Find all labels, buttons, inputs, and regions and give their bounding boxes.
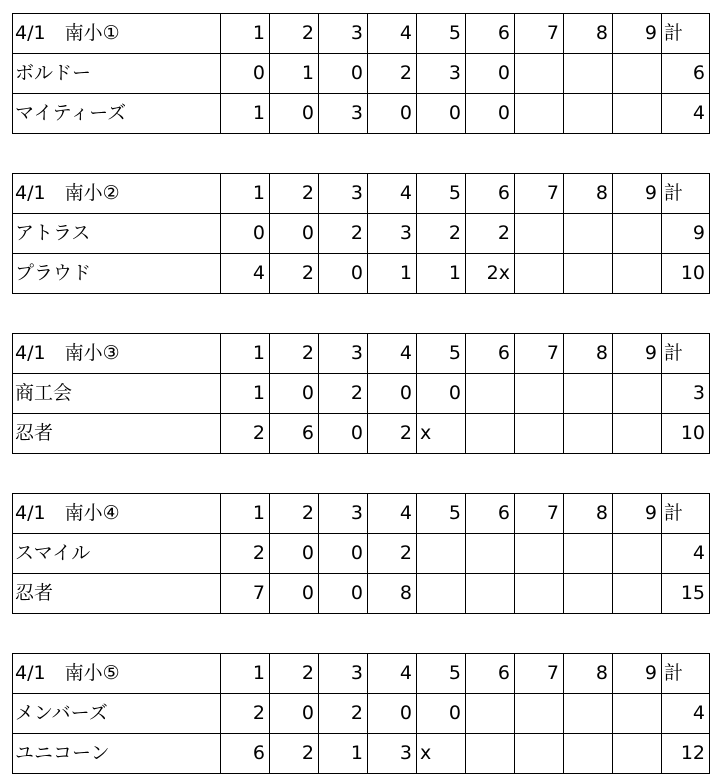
team-total: 12	[662, 734, 710, 774]
inning-label: 6	[466, 494, 515, 534]
inning-score: 0	[270, 534, 319, 574]
inning-score	[564, 54, 613, 94]
inning-score: 0	[270, 94, 319, 134]
header-row	[13, 494, 710, 534]
inning-score	[515, 54, 564, 94]
inning-score	[613, 574, 662, 614]
game-title: 4/1 南小④	[13, 494, 221, 534]
inning-score: 0	[270, 574, 319, 614]
inning-score	[515, 734, 564, 774]
inning-label: 3	[319, 174, 368, 214]
inning-score	[515, 694, 564, 734]
inning-score: 0	[319, 254, 368, 294]
inning-score: 7	[221, 574, 270, 614]
inning-label: 4	[368, 494, 417, 534]
inning-score	[613, 94, 662, 134]
inning-label: 7	[515, 14, 564, 54]
inning-score	[564, 414, 613, 454]
total-label: 計	[662, 654, 710, 694]
inning-score	[466, 534, 515, 574]
inning-score	[515, 534, 564, 574]
team-name: アトラス	[13, 214, 221, 254]
inning-label: 2	[270, 494, 319, 534]
inning-score	[515, 254, 564, 294]
inning-label: 3	[319, 654, 368, 694]
inning-score: 2	[466, 214, 515, 254]
inning-label: 7	[515, 174, 564, 214]
inning-score	[466, 414, 515, 454]
team-name: 忍者	[13, 574, 221, 614]
inning-score: 0	[221, 214, 270, 254]
inning-score: 2	[417, 214, 466, 254]
inning-score	[564, 734, 613, 774]
inning-score: 2x	[466, 254, 515, 294]
inning-label: 6	[466, 14, 515, 54]
inning-label: 6	[466, 174, 515, 214]
team-name: ユニコーン	[13, 734, 221, 774]
inning-score: 2	[221, 694, 270, 734]
team-name: マイティーズ	[13, 94, 221, 134]
inning-label: 1	[221, 654, 270, 694]
team-total: 10	[662, 254, 710, 294]
inning-label: 8	[564, 334, 613, 374]
scoreboard-game-5	[12, 653, 710, 774]
inning-score: 6	[221, 734, 270, 774]
inning-score: 0	[319, 534, 368, 574]
inning-label: 2	[270, 334, 319, 374]
inning-score: 1	[368, 254, 417, 294]
inning-label: 1	[221, 494, 270, 534]
total-label: 計	[662, 494, 710, 534]
inning-score: 1	[417, 254, 466, 294]
inning-score: 2	[270, 734, 319, 774]
inning-score: 0	[368, 94, 417, 134]
inning-label: 7	[515, 654, 564, 694]
team-total: 3	[662, 374, 710, 414]
total-label: 計	[662, 14, 710, 54]
inning-score	[466, 734, 515, 774]
team-row	[13, 214, 710, 254]
team-row	[13, 734, 710, 774]
team-row	[13, 694, 710, 734]
inning-score	[613, 374, 662, 414]
inning-score	[515, 374, 564, 414]
scoreboard-game-1	[12, 13, 710, 134]
team-name: プラウド	[13, 254, 221, 294]
inning-label: 6	[466, 654, 515, 694]
scoreboard-game-4	[12, 493, 710, 614]
inning-score: 3	[368, 734, 417, 774]
inning-score	[564, 374, 613, 414]
inning-score: 0	[319, 574, 368, 614]
inning-score: 0	[319, 414, 368, 454]
inning-label: 2	[270, 174, 319, 214]
team-total: 10	[662, 414, 710, 454]
inning-score: 2	[319, 374, 368, 414]
header-row	[13, 14, 710, 54]
total-label: 計	[662, 334, 710, 374]
inning-score	[613, 734, 662, 774]
scoreboard-game-3	[12, 333, 710, 454]
inning-score	[515, 574, 564, 614]
inning-label: 3	[319, 14, 368, 54]
team-row	[13, 374, 710, 414]
team-total: 4	[662, 94, 710, 134]
inning-score: 0	[417, 94, 466, 134]
inning-score	[564, 694, 613, 734]
inning-score: 4	[221, 254, 270, 294]
inning-label: 5	[417, 14, 466, 54]
inning-score: 0	[319, 54, 368, 94]
inning-label: 5	[417, 494, 466, 534]
inning-score: 0	[466, 54, 515, 94]
inning-label: 8	[564, 494, 613, 534]
inning-score: 2	[221, 414, 270, 454]
inning-score: x	[417, 414, 466, 454]
inning-score: 3	[417, 54, 466, 94]
team-row	[13, 574, 710, 614]
inning-score	[613, 54, 662, 94]
inning-label: 9	[613, 334, 662, 374]
inning-score	[613, 694, 662, 734]
team-name: 忍者	[13, 414, 221, 454]
team-row	[13, 54, 710, 94]
inning-score: 0	[368, 374, 417, 414]
scoreboard-game-2	[12, 173, 710, 294]
inning-score: 0	[368, 694, 417, 734]
inning-score: 0	[417, 694, 466, 734]
inning-label: 8	[564, 174, 613, 214]
inning-label: 4	[368, 334, 417, 374]
inning-label: 8	[564, 14, 613, 54]
inning-score: 2	[368, 414, 417, 454]
inning-score: 1	[221, 374, 270, 414]
inning-label: 4	[368, 174, 417, 214]
inning-score	[613, 214, 662, 254]
inning-score	[613, 534, 662, 574]
team-row	[13, 94, 710, 134]
total-label: 計	[662, 174, 710, 214]
inning-score	[466, 574, 515, 614]
inning-score: 6	[270, 414, 319, 454]
inning-score: 2	[368, 534, 417, 574]
game-title: 4/1 南小②	[13, 174, 221, 214]
team-name: スマイル	[13, 534, 221, 574]
inning-label: 9	[613, 14, 662, 54]
inning-score: 1	[270, 54, 319, 94]
inning-score: x	[417, 734, 466, 774]
inning-score	[564, 574, 613, 614]
inning-score: 2	[319, 694, 368, 734]
inning-score	[564, 534, 613, 574]
game-title: 4/1 南小③	[13, 334, 221, 374]
inning-score	[613, 254, 662, 294]
inning-score: 1	[319, 734, 368, 774]
inning-label: 1	[221, 174, 270, 214]
inning-label: 1	[221, 14, 270, 54]
inning-score: 0	[270, 214, 319, 254]
inning-label: 2	[270, 654, 319, 694]
team-row	[13, 254, 710, 294]
inning-label: 3	[319, 494, 368, 534]
header-row	[13, 334, 710, 374]
header-row	[13, 654, 710, 694]
inning-score: 2	[270, 254, 319, 294]
inning-score	[515, 414, 564, 454]
inning-label: 6	[466, 334, 515, 374]
inning-score: 0	[270, 374, 319, 414]
inning-score: 8	[368, 574, 417, 614]
inning-score: 0	[221, 54, 270, 94]
inning-label: 8	[564, 654, 613, 694]
inning-label: 9	[613, 174, 662, 214]
inning-score	[564, 214, 613, 254]
team-total: 9	[662, 214, 710, 254]
inning-label: 2	[270, 14, 319, 54]
team-name: メンバーズ	[13, 694, 221, 734]
inning-label: 3	[319, 334, 368, 374]
inning-label: 7	[515, 494, 564, 534]
inning-score	[515, 94, 564, 134]
team-total: 4	[662, 694, 710, 734]
inning-label: 4	[368, 654, 417, 694]
team-row	[13, 534, 710, 574]
team-row	[13, 414, 710, 454]
inning-score	[417, 574, 466, 614]
inning-label: 5	[417, 174, 466, 214]
inning-score: 0	[466, 94, 515, 134]
header-row	[13, 174, 710, 214]
team-name: 商工会	[13, 374, 221, 414]
inning-label: 9	[613, 654, 662, 694]
inning-score: 1	[221, 94, 270, 134]
inning-score: 3	[368, 214, 417, 254]
inning-score	[613, 414, 662, 454]
inning-score: 2	[368, 54, 417, 94]
inning-label: 7	[515, 334, 564, 374]
inning-score	[466, 374, 515, 414]
inning-label: 1	[221, 334, 270, 374]
inning-score: 2	[221, 534, 270, 574]
inning-score: 2	[319, 214, 368, 254]
game-title: 4/1 南小①	[13, 14, 221, 54]
inning-label: 4	[368, 14, 417, 54]
inning-label: 9	[613, 494, 662, 534]
team-total: 15	[662, 574, 710, 614]
inning-score	[417, 534, 466, 574]
team-name: ボルドー	[13, 54, 221, 94]
inning-score	[564, 254, 613, 294]
inning-score	[466, 694, 515, 734]
inning-score	[564, 94, 613, 134]
inning-label: 5	[417, 654, 466, 694]
team-total: 4	[662, 534, 710, 574]
inning-score: 3	[319, 94, 368, 134]
game-title: 4/1 南小⑤	[13, 654, 221, 694]
team-total: 6	[662, 54, 710, 94]
inning-score: 0	[270, 694, 319, 734]
inning-score	[515, 214, 564, 254]
inning-label: 5	[417, 334, 466, 374]
inning-score: 0	[417, 374, 466, 414]
